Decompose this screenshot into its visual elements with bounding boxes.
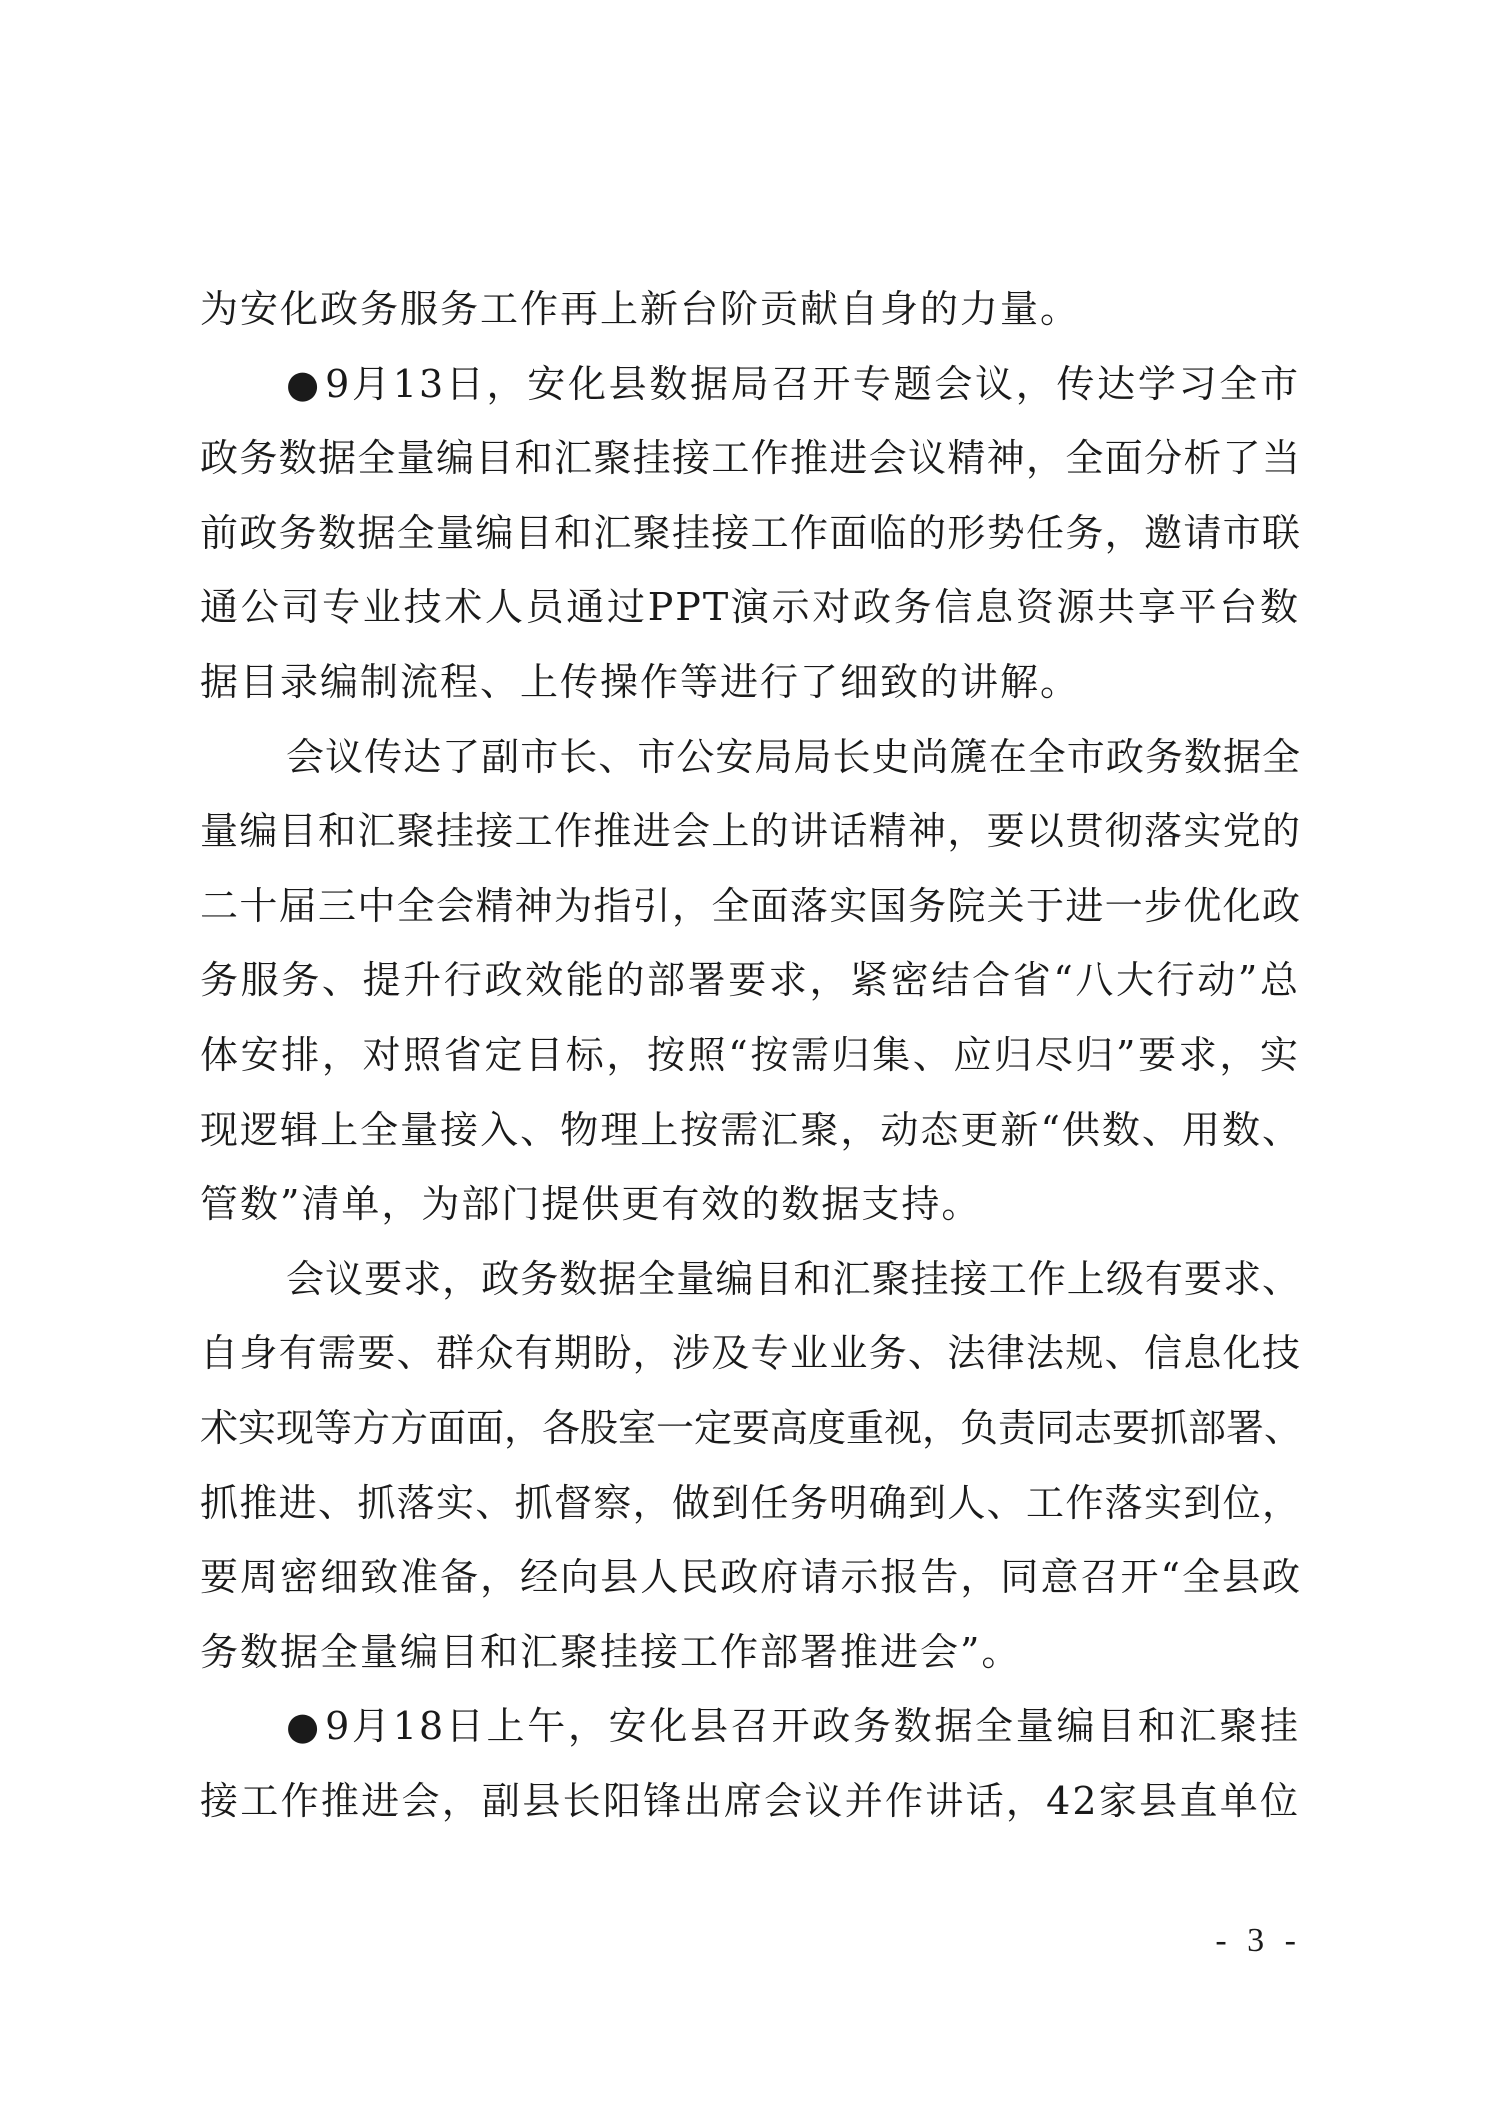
- text-line: [200, 421, 1300, 496]
- line-text: 体安排，对照省定目标，按照“按需归集、应归尽归”要求，实: [200, 1032, 1300, 1077]
- line-text: 量编目和汇聚挂接工作推进会上的讲话精神，要以贯彻落实党的: [200, 809, 1300, 854]
- line-text: 会议要求，政务数据全量编目和汇聚挂接工作上级有要求、: [286, 1256, 1300, 1301]
- paragraph: [200, 347, 1300, 720]
- line-text: 抓推进、抓落实、抓督察，做到任务明确到人、工作落实到位，: [200, 1480, 1300, 1525]
- line-text: 自身有需要、群众有期盼，涉及专业业务、法律法规、信息化技: [200, 1331, 1300, 1376]
- bullet-icon: ●: [286, 361, 322, 406]
- line-text: 据目录编制流程、上传操作等进行了细致的讲解。: [200, 659, 1081, 704]
- text-line: [200, 1167, 1300, 1242]
- text-line: [200, 1615, 1300, 1690]
- line-text: 通公司专业技术人员通过PPT演示对政务信息资源共享平台数: [200, 585, 1300, 630]
- text-line: [200, 1018, 1300, 1093]
- text-line: [200, 1391, 1303, 1466]
- line-text: 务数据全量编目和汇聚挂接工作部署推进会”。: [200, 1629, 1022, 1674]
- text-line: [200, 347, 1300, 422]
- text-line: [200, 496, 1300, 571]
- text-line: [200, 1242, 1300, 1317]
- text-line: [200, 1093, 1300, 1168]
- line-text: 术实现等方方面面，各股室一定要高度重视，负责同志要抓部署、: [200, 1405, 1303, 1450]
- text-line: [200, 272, 1300, 347]
- paragraph: [200, 272, 1300, 347]
- line-text: 政务数据全量编目和汇聚挂接工作推进会议精神，全面分析了当: [200, 436, 1300, 481]
- text-line: [200, 1316, 1300, 1391]
- text-line: [200, 794, 1300, 869]
- paragraph: [200, 720, 1300, 1242]
- page-number: - 3 -: [1215, 1922, 1302, 1959]
- text-line: [200, 1764, 1300, 1839]
- line-text: 要周密细致准备，经向县人民政府请示报告，同意召开“全县政: [200, 1555, 1300, 1600]
- line-text: 为安化政务服务工作再上新台阶贡献自身的力量。: [200, 287, 1081, 331]
- line-text: 二十届三中全会精神为指引，全面落实国务院关于进一步优化政: [200, 883, 1300, 928]
- text-line: [200, 1540, 1300, 1615]
- line-text: 管数”清单，为部门提供更有效的数据支持。: [200, 1182, 982, 1227]
- text-line: [200, 645, 1300, 720]
- line-text: 务服务、提升行政效能的部署要求，紧密结合省“八大行动”总: [200, 958, 1300, 1003]
- bullet-icon: ●: [286, 1704, 322, 1749]
- document-body: [200, 272, 1303, 1838]
- line-text: 9月13日，安化县数据局召开专题会议，传达学习全市: [325, 361, 1300, 406]
- line-text: 9月18日上午，安化县召开政务数据全量编目和汇聚挂: [325, 1704, 1300, 1749]
- line-text: 接工作推进会，副县长阳锋出席会议并作讲话，42家县直单位: [200, 1778, 1300, 1823]
- paragraph: [200, 1689, 1300, 1838]
- text-line: [200, 570, 1300, 645]
- paragraph: [200, 1242, 1303, 1690]
- line-text: 现逻辑上全量接入、物理上按需汇聚，动态更新“供数、用数、: [200, 1107, 1300, 1152]
- text-line: [200, 1466, 1300, 1541]
- text-line: [200, 869, 1300, 944]
- line-text: 会议传达了副市长、市公安局局长史尚篪在全市政务数据全: [286, 734, 1300, 779]
- text-line: [200, 943, 1300, 1018]
- text-line: [200, 1689, 1300, 1764]
- text-line: [200, 720, 1300, 795]
- line-text: 前政务数据全量编目和汇聚挂接工作面临的形势任务，邀请市联: [200, 510, 1300, 555]
